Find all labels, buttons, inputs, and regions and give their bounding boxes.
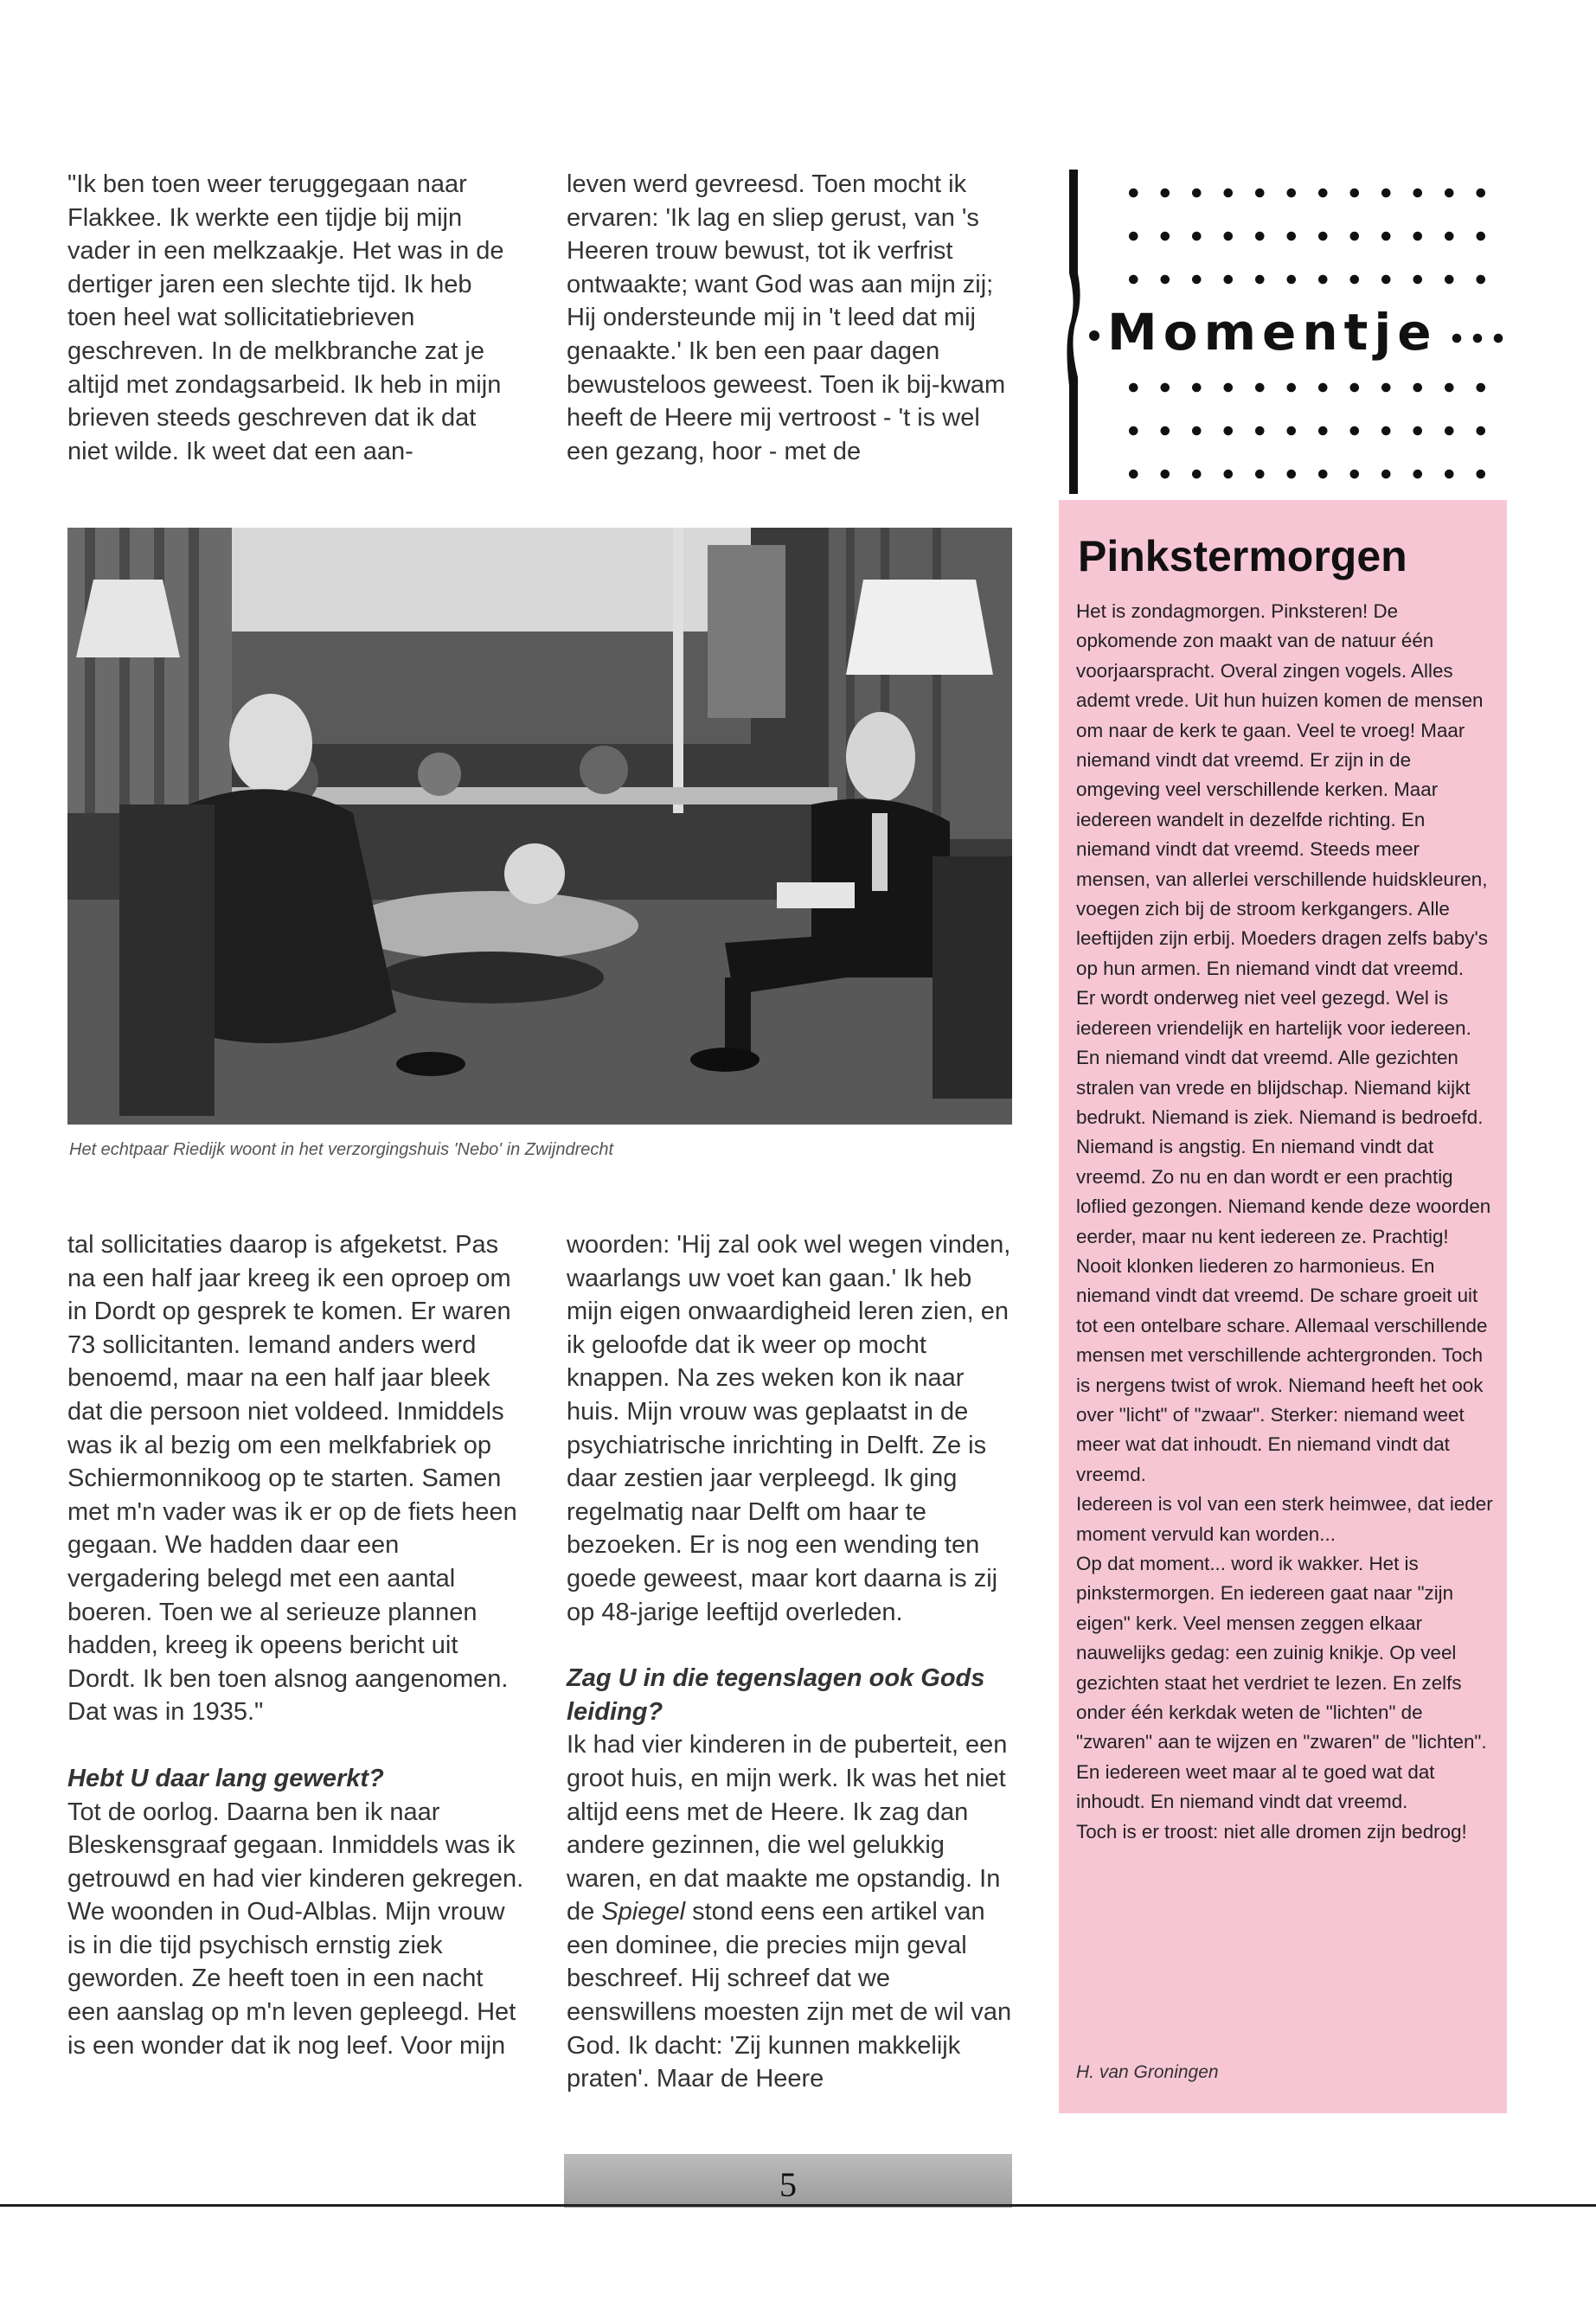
- dot-row: [1446, 332, 1507, 344]
- page-number-box: [564, 2154, 1012, 2208]
- dot-row: [1118, 187, 1498, 199]
- sidebar-paragraph: Er wordt onderweg niet veel gezegd. Wel is iedereen vriendelijk en hartelijk voor iedereen. En niemand vindt dat vreemd. Alle gezichten stralen van vrede en blijdschap. Niemand kijkt bedrukt. Niemand is ziek. Niemand is bedroefd. Niemand is angstig. En niemand vindt dat vreemd. Zo nu en dan wordt er een prachtig loflied gezongen. Niemand kende deze woorden eerder, maar nu kent iedereen ze. Prachtig! Nooit klonken liederen zo harmonieus. En niemand vindt dat vreemd. De schare groeit uit tot een ontelbare schare. Allemaal verschillende mensen met verschillende achtergronden. Toch is nergens twist of wrok. Niemand heeft het ook over "licht" of "zwaar". Sterker: niemand weet meer wat dat inhoudt. En niemand vindt dat vreemd.: [1076, 987, 1491, 1485]
- sidebar-paragraph: Op dat moment... word ik wakker. Het is pinkstermorgen. En iedereen gaat naar "zijn eigen" kerk. Veel mensen zeggen elkaar nauwelijks gedag: een zuinig knikje. Op veel gezichten staat het verdriet te lezen. En zelfs onder één kerkdak weten de "lichten" de "zwaren" aan te wijzen en "zwaren" de "lichten". En iedereen weet maar al te goed wat dat inhoudt. En niemand vindt dat vreemd.: [1076, 1553, 1487, 1813]
- article-paragraph: "Ik ben toen weer teruggegaan naar Flakkee. Ik werkte een tijdje bij mijn vader in een melkzaakje. Het was in de dertiger jaren een slechte tijd. Ik heb toen heel wat sollicitatiebrieven geschreven. In de melkbranche zat je altijd met zondagsarbeid. Ik heb in mijn brieven steeds geschreven dat ik dat niet wilde. Ik weet dat een aan-: [67, 170, 504, 465]
- article-paragraph: leven werd gevreesd. Toen mocht ik ervaren: 'Ik lag en sliep gerust, van 's Heeren trouw bewust, tot ik verfrist ontwaakte; want God was aan mijn zij; Hij ondersteunde mij in 't leed dat mij genaakte.' Ik ben een paar dagen bewusteloos geweest. Toen ik bij-kwam heeft de Heere mij vertroost - 't is wel een gezang, hoor - met de: [567, 170, 1006, 465]
- article-paragraph: [567, 1728, 1016, 2096]
- sidebar-title: Pinkstermorgen: [1078, 532, 1407, 580]
- dot-row: [1118, 273, 1498, 285]
- page-number: 5: [779, 2165, 797, 2204]
- article-paragraph: woorden: 'Hij zal ook wel wegen vinden, waarlangs uw voet kan gaan.' Ik heb mijn eigen onwaardigheid leren zien, en ik geloofde dat ik weer op mocht knappen. Na zes weken kon ik naar huis. Mijn vrouw was geplaatst in de psychiatrische inrichting in Delft. Ze is daar zestien jaar verpleegd. Ik ging regelmatig naar Delft om haar te bezoeken. Er is nog een wending ten goede geweest, maar kort daarna is zij op 48-jarige leeftijd overleden.: [567, 1231, 1011, 1626]
- sidebar-paragraph: Iedereen is vol van een sterk heimwee, dat ieder moment vervuld kan worden...: [1076, 1493, 1493, 1545]
- text-run: stond eens een artikel van een dominee, die precies mijn geval beschreef. Hij schreef dat we eenswillens moesten zijn met de wil van God. Ik dacht: 'Zij kunnen makkelijk praten'. Maar de Heere: [567, 1898, 1012, 2093]
- sidebar-panel: [1059, 500, 1507, 2113]
- sidebar-paragraph: Toch is er troost: niet alle dromen zijn bedrog!: [1076, 1820, 1467, 1843]
- article-paragraph: tal sollicitaties daarop is afgeketst. Pas na een half jaar kreeg ik een oproep om in Dordt op gesprek te komen. Er waren 73 sollicitanten. Iemand anders werd benoemd, maar na een half jaar bleek dat die persoon niet voldeed. Inmiddels was ik al bezig om een melkfabriek op Schiermonnikoog op te starten. Samen met m'n vader was ik er op de fiets heen gegaan. We hadden daar een vergadering belegd met een aantal boeren. Toen we al serieuze plannen hadden, kreeg ik opeens bericht uit Dordt. Ik ben toen alsnog aangenomen. Dat was in 1935.": [67, 1231, 517, 1727]
- dot-row: [1118, 230, 1498, 242]
- dot-row: [1118, 468, 1498, 480]
- interview-question: Hebt U daar lang gewerkt?: [67, 1764, 384, 1792]
- dot-row: [1118, 425, 1498, 437]
- article-column-1-top: [67, 168, 517, 468]
- sidebar-author: H. van Groningen: [1076, 2062, 1219, 2082]
- bracket-ornament: [1066, 170, 1085, 494]
- article-column-2-bottom: [567, 1228, 1016, 2096]
- article-photo: [67, 528, 1012, 1125]
- sidebar-paragraph: Het is zondagmorgen. Pinksteren! De opkomende zon maakt van de natuur één voorjaarspracht. Overal zingen vogels. Alles ademt vrede. Uit hun huizen komen de mensen om naar de kerk te gaan. Veel te vroeg! Maar niemand vindt dat vreemd. Er zijn in de omgeving veel verschillende kerken. Maar iedereen wandelt in dezelfde richting. En niemand vindt dat vreemd. Steeds meer mensen, van allerlei verschillende huidskleuren, voegen zich bij de stroom kerkgangers. Alle leeftijden zijn erbij. Moeders dragen zelfs baby's op hun armen. En niemand vindt dat vreemd.: [1076, 600, 1488, 979]
- magazine-name: Spiegel: [601, 1898, 686, 1926]
- momentje-title: Momentje: [1107, 303, 1438, 362]
- interview-question: Zag U in die tegenslagen ook Gods leiding?: [567, 1664, 985, 1726]
- momentje-header: [1066, 170, 1507, 494]
- text-run: Ik had vier kinderen in de puberteit, een groot huis, en mijn werk. Ik was het niet altijd eens met de Heere. Ik zag dan andere gezinnen, die wel gelukkig waren, en dat maakte me opstandig. In de: [567, 1731, 1008, 1926]
- dot-row: [1118, 381, 1498, 394]
- dot: [1089, 330, 1099, 341]
- sidebar-text: [1076, 597, 1495, 1847]
- article-paragraph: Tot de oorlog. Daarna ben ik naar Bleskensgraaf gegaan. Inmiddels was ik getrouwd en had vier kinderen gekregen. We woonden in Oud-Alblas. Mijn vrouw is in die tijd psychisch ernstig ziek geworden. Ze heeft toen in een nacht een aanslag op m'n leven gepleegd. Het is een wonder dat ik nog leef. Voor mijn: [67, 1798, 524, 2060]
- footer-rule: [0, 2204, 1596, 2207]
- photo-caption: Het echtpaar Riedijk woont in het verzorgingshuis 'Nebo' in Zwijndrecht: [69, 1140, 614, 1159]
- article-column-1-bottom: [67, 1228, 526, 2062]
- article-column-2-top: [567, 168, 1016, 468]
